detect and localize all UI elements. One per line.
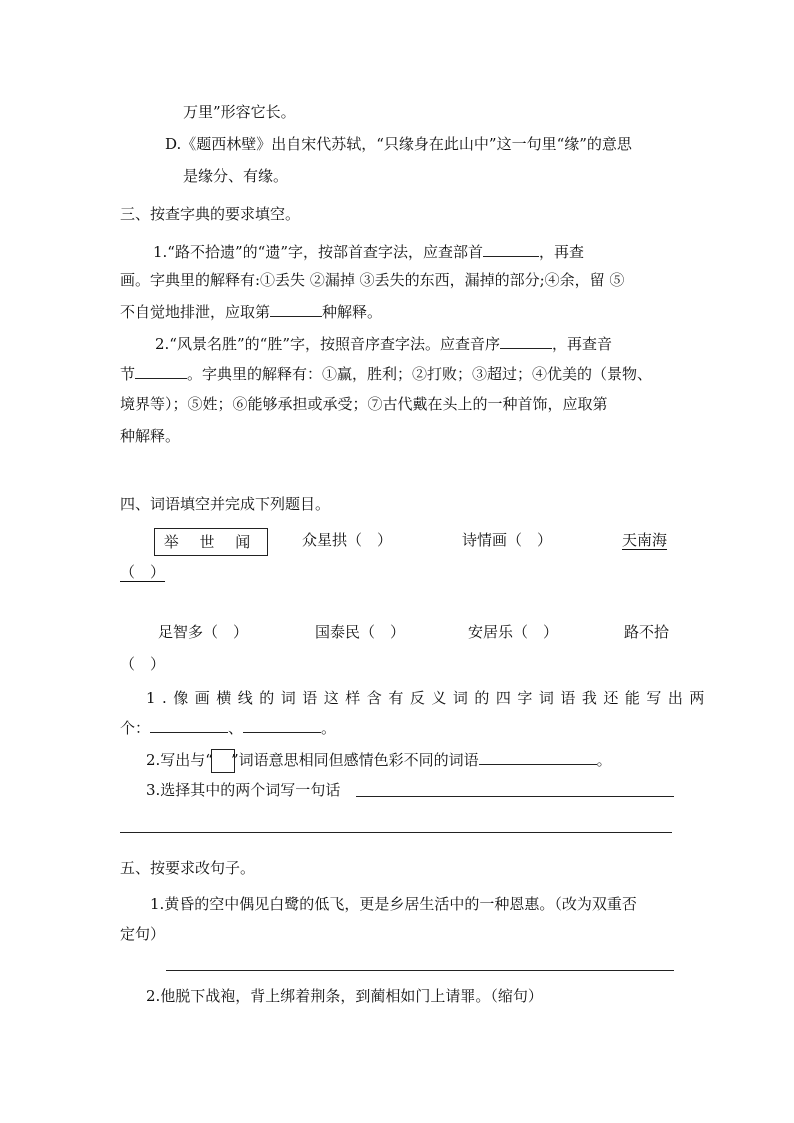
s3-q2-blank-initial[interactable] bbox=[500, 332, 552, 349]
boxed-word bbox=[154, 528, 268, 556]
s3-q1-line2: 画。字典里的解释有:①丢失 ②漏掉 ③丢失的东西，漏掉的部分;④余，留 ⑤ bbox=[120, 271, 625, 289]
option-d-line1: D.《题西林壁》出自宋代苏轼，“只缘身在此山中”这一句里“缘”的意思 bbox=[165, 135, 632, 153]
s5-q1-line2: 定句） bbox=[120, 925, 166, 943]
idiom-1: 众星拱（ ） bbox=[302, 531, 393, 549]
s3-q2-line4: 种解释。 bbox=[120, 427, 181, 445]
s3-q1-blank-radical[interactable] bbox=[483, 240, 539, 257]
s3-q1-text-3a: 不自觉地排泄，应取第 bbox=[120, 303, 271, 321]
s3-q1-blank-choice[interactable] bbox=[270, 300, 322, 317]
s4-q1-line1 bbox=[146, 688, 711, 708]
s4-q3-label: 3.选择其中的两个词写一句话 bbox=[146, 781, 341, 799]
idiom-2: 诗情画（ ） bbox=[462, 531, 553, 549]
s3-q2-line2 bbox=[120, 362, 652, 384]
s3-q2-text-2a: 节 bbox=[120, 365, 136, 383]
s4-q2-text-a: 2.写出与“ bbox=[146, 751, 213, 769]
s3-q2-text-b: ，再查音 bbox=[552, 335, 613, 353]
idiom-3: 天南海 bbox=[622, 531, 668, 549]
option-d-line2: 是缘分、有缘。 bbox=[183, 167, 289, 185]
idiom-6: 安居乐（ ） bbox=[468, 623, 559, 641]
s3-q2-line1 bbox=[155, 332, 612, 354]
s4-q1-line2 bbox=[120, 716, 336, 738]
s3-q1-line1 bbox=[153, 240, 584, 262]
s4-q1-text-2a: 个： bbox=[120, 719, 151, 737]
s5-q2-line: 2.他脱下战袍，背上绑着荆条，到蔺相如门上请罪。（缩句） bbox=[146, 987, 543, 1005]
s4-q1-blank-2[interactable] bbox=[243, 716, 321, 733]
option-c-end: 万里”形容它长。 bbox=[183, 103, 296, 121]
s3-q1-text-a: 1.“路不拾遗”的“遗”字，按部首查字法，应查部首 bbox=[153, 243, 483, 261]
section4-heading: 四、词语填空并完成下列题目。 bbox=[120, 495, 331, 513]
idiom-5: 国泰民（ ） bbox=[315, 623, 406, 641]
s4-q1-text: 1.像画横线的词语这样含有反义词的四字词语我还能写出两 bbox=[146, 689, 711, 707]
boxed-word-text: 举 世 闻 bbox=[163, 533, 259, 551]
s3-q1-text-3b: 种解释。 bbox=[322, 303, 383, 321]
s4-q3-answer-line-1[interactable] bbox=[356, 796, 674, 797]
s4-q1-end: 。 bbox=[321, 719, 337, 737]
s5-q1-line1: 1.黄昏的空中偶见白鹭的低飞，更是乡居生活中的一种恩惠。（改为双重否 bbox=[150, 895, 637, 913]
section5-heading: 五、按要求改句子。 bbox=[120, 859, 256, 877]
s4-q1-blank-1[interactable] bbox=[150, 716, 228, 733]
s4-q2-end: 。 bbox=[596, 751, 612, 769]
s5-q1-answer-line[interactable] bbox=[166, 970, 674, 971]
s4-q3-answer-line-2[interactable] bbox=[120, 832, 672, 833]
s3-q1-line3 bbox=[120, 300, 382, 322]
s3-q1-text-b: ，再查 bbox=[539, 243, 585, 261]
s4-q2-text-b: ”词语意思相同但感情色彩不同的词语 bbox=[230, 751, 479, 769]
s3-q2-line3: 境界等）；⑤姓；⑥能够承担或承受；⑦古代戴在头上的一种首饰，应取第 bbox=[120, 395, 608, 413]
s4-q2-blank[interactable] bbox=[479, 748, 597, 765]
s4-q2-line bbox=[146, 748, 612, 773]
s4-q1-sep: 、 bbox=[228, 719, 244, 737]
section3-heading: 三、按查字典的要求填空。 bbox=[120, 205, 301, 223]
idiom-4: 足智多（ ） bbox=[158, 623, 249, 641]
s3-q2-text-2b: 。字典里的解释有：①赢，胜利；②打败；③超过；④优美的（景物、 bbox=[187, 365, 653, 383]
idiom-7-wrap: （ ） bbox=[120, 655, 166, 673]
idiom-7: 路不拾 bbox=[624, 623, 670, 641]
s3-q2-blank-syllable[interactable] bbox=[135, 362, 187, 379]
s3-q2-text-a: 2.“风景名胜”的“胜”字，按照音序查字法。应查音序 bbox=[155, 335, 500, 353]
idiom-3-wrap: （ ） bbox=[120, 563, 166, 581]
